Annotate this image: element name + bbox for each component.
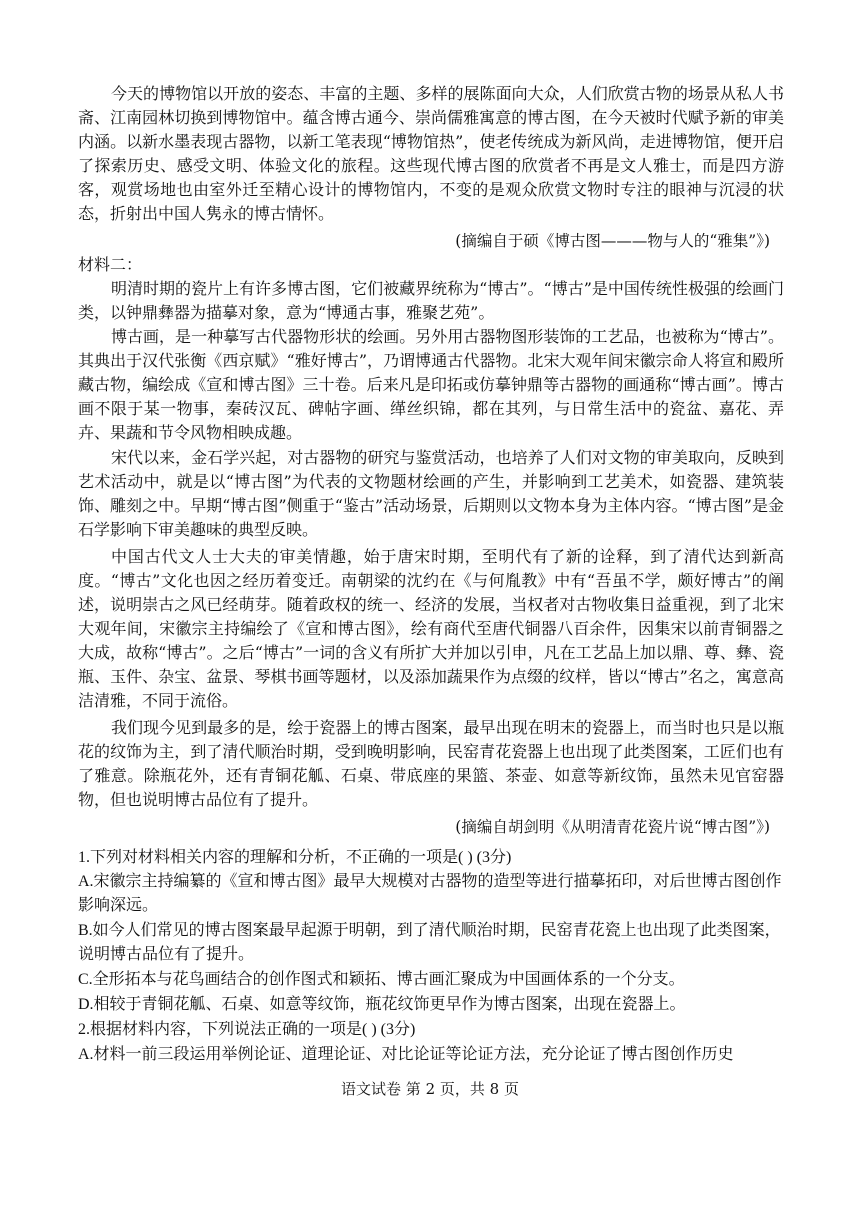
material2-paragraph-5: 我们现今见到最多的是，绘于瓷器上的博古图案，最早出现在明末的瓷器上，而当时也只是以瓶花的纹饰为主，到了清代顺治时期，受到晚明影响，民窑青花瓷器上也出现了此类图案，工匠们也有了雅意。除瓶花外，还有青铜花觚、石桌、带底座的果篮、茶壶、如意等新纹饰，虽然未见官窑器物，但也说明博古品位有了提升。: [78, 718, 784, 809]
page-footer: 语文试卷 第 2 页，共 8 页: [341, 1080, 519, 1098]
material2-source: (摘编自胡剑明《从明清青花瓷片说“博古图”》): [455, 818, 770, 836]
question-1-stem: 1.下列对材料相关内容的理解和分析，不正确的一项是( ) (3分): [78, 849, 512, 866]
question-2-option-a[interactable]: A.材料一前三段运用举例论证、道理论证、对比论证等论证方法，充分论证了博古图创作历史: [78, 1046, 734, 1063]
material2-paragraph-2: 博古画，是一种摹写古代器物形状的绘画。另外用古器物图形装饰的工艺品，也被称为“博古”。其典出于汉代张衡《西京赋》“雅好博古”，乃谓博通古代器物。北宋大观年间宋徽宗命人将宣和殿所藏古物，编绘成《宣和博古图》三十卷。后来凡是印拓或仿摹钟鼎等古器物的画通称“博古画”。博古画不限于某一物事，秦砖汉瓦、碑帖字画、缂丝织锦，都在其列，与日常生活中的瓷盆、嘉花、弄卉、果蔬和节令风物相映成趣。: [78, 327, 784, 442]
material2-paragraph-4: 中国古代文人士大夫的审美情趣，始于唐宋时期，至明代有了新的诠释，到了清代达到新高度。“博古”文化也因之经历着变迁。南朝梁的沈约在《与何胤教》中有“吾虽不学，颇好博古”的阐述，说明崇古之风已经萌芽。随着政权的统一、经济的发展，当权者对古物收集日益重视，到了北宋大观年间，宋徽宗主持编绘了《宣和博古图》，绘有商代至唐代铜器八百余件，因集宋以前青铜器之大成，故称“博古”。之后“博古”一词的含义有所扩大并加以引申，凡在工艺品上加以鼎、尊、彝、瓷瓶、玉件、杂宝、盆景、琴棋书画等题材，以及添加蔬果作为点缀的纹样，皆以“博古”名之，寓意高洁清雅，不同于流俗。: [78, 547, 784, 710]
question-1-option-b[interactable]: B.如今人们常见的博古图案最早起源于明朝，到了清代顺治时期，民窑青花瓷上也出现了此类图案，说明博古品位有了提升。: [78, 922, 781, 963]
question-1-option-c[interactable]: C.全形拓本与花鸟画结合的创作图式和颖拓、博古画汇聚成为中国画体系的一个分支。: [78, 971, 685, 988]
question-1-option-a[interactable]: A.宋徽宗主持编纂的《宣和博古图》最早大规模对古器物的造型等进行描摹拓印，对后世博古图创作影响深远。: [78, 873, 782, 914]
material2-label: 材料二：: [78, 255, 143, 274]
question-2-stem: 2.根据材料内容，下列说法正确的一项是( ) (3分): [78, 1021, 416, 1038]
material1-source: (摘编自于硕《博古图———物与人的“雅集”》): [455, 232, 770, 250]
material2-paragraph-1: 明清时期的瓷片上有许多博古图，它们被藏界统称为“博古”。“博古”是中国传统性极强的绘画门类，以钟鼎彝器为描摹对象，意为“博通古事，雅聚艺苑”。: [78, 279, 784, 322]
material2-paragraph-3: 宋代以来，金石学兴起，对古器物的研究与鉴赏活动，也培养了人们对文物的审美取向，反映到艺术活动中，就是以“博古图”为代表的文物题材绘画的产生，并影响到工艺美术，如瓷器、建筑装饰、雕刻之中。早期“博古图”侧重于“鉴古”活动场景，后期则以文物本身为主体内容。“博古图”是金石学影响下审美趣味的典型反映。: [78, 448, 784, 539]
question-1-option-d[interactable]: D.相较于青铜花觚、石桌、如意等纹饰，瓶花纹饰更早作为博古图案，出现在瓷器上。: [78, 996, 686, 1013]
material1-paragraph: 今天的博物馆以开放的姿态、丰富的主题、多样的展陈面向大众，人们欣赏古物的场景从私人书斋、江南园林切换到博物馆中。蕴含博古通今、崇尚儒雅寓意的博古图，在今天被时代赋予新的审美内涵。以新水墨表现古器物，以新工笔表现“博物馆热”，使老传统成为新风尚，走进博物馆，便开启了探索历史、感受文明、体验文化的旅程。这些现代博古图的欣赏者不再是文人雅士，而是四方游客，观赏场地也由室外迁至精心设计的博物馆内，不变的是观众欣赏文物时专注的眼神与沉浸的状态，折射出中国人隽永的博古情怀。: [78, 84, 784, 223]
